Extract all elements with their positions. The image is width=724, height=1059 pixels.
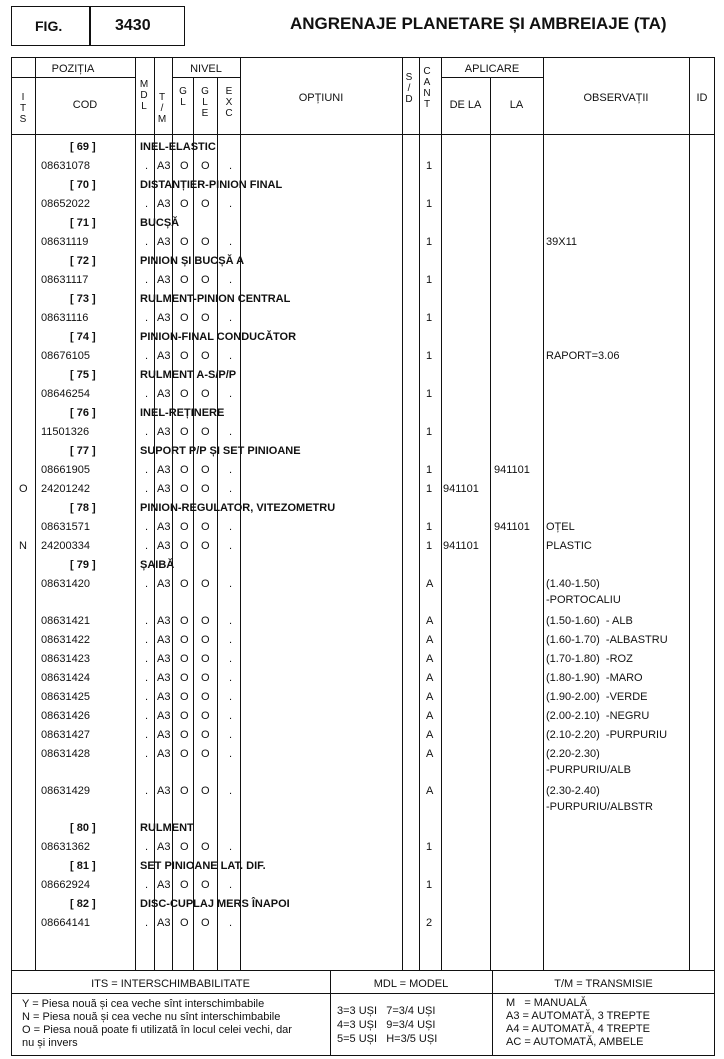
col-cant: C A N T (423, 66, 431, 110)
cant-value: 2 (426, 917, 433, 929)
legend-mdl-line: 5=5 UȘI H=3/5 UȘI (337, 1033, 438, 1045)
observatii-value: (1.60-1.70) -ALBASTRU (546, 634, 668, 646)
tm-value: A3 (157, 578, 171, 590)
position-name: RULMENT (140, 822, 194, 834)
col-tm: T / M (157, 92, 167, 125)
mdl-value: . (145, 388, 149, 400)
cant-value: A (426, 691, 434, 703)
mdl-value: . (145, 312, 149, 324)
mdl-value: . (145, 426, 149, 438)
gl-value: O (180, 198, 189, 210)
part-code: 08631571 (41, 521, 90, 533)
tm-value: A3 (157, 917, 171, 929)
exc-value: . (229, 521, 233, 533)
gl-value: O (180, 578, 189, 590)
exc-value: . (229, 672, 233, 684)
tm-value: A3 (157, 879, 171, 891)
tm-value: A3 (157, 426, 171, 438)
mdl-value: . (145, 917, 149, 929)
cant-value: 1 (426, 464, 433, 476)
tm-value: A3 (157, 198, 171, 210)
position-number: [ 76 ] (70, 407, 96, 419)
tm-value: A3 (157, 464, 171, 476)
observatii-value: OȚEL (546, 521, 575, 533)
position-name: DISC-CUPLAJ MERS ÎNAPOI (140, 898, 290, 910)
gl-value: O (180, 236, 189, 248)
cant-value: 1 (426, 540, 433, 552)
gle-value: O (201, 350, 210, 362)
cant-value: A (426, 672, 434, 684)
gle-value: O (201, 464, 210, 476)
part-code: 08631078 (41, 160, 90, 172)
position-number: [ 74 ] (70, 331, 96, 343)
position-number: [ 75 ] (70, 369, 96, 381)
gle-value: O (201, 312, 210, 324)
tm-value: A3 (157, 691, 171, 703)
tm-value: A3 (157, 841, 171, 853)
observatii-value: 39X11 (546, 236, 577, 248)
observatii-value: (2.20-2.30) (546, 748, 600, 760)
exc-value: . (229, 748, 233, 760)
legend-tm-line: A3 = AUTOMATĂ, 3 TREPTE (506, 1010, 650, 1022)
la-value: 941101 (494, 464, 530, 476)
position-number: [ 70 ] (70, 179, 96, 191)
part-code: 08631427 (41, 729, 90, 741)
position-number: [ 72 ] (70, 255, 96, 267)
gle-value: O (201, 729, 210, 741)
position-name: RULMENT A-S/P/P (140, 369, 237, 381)
exc-value: . (229, 312, 233, 324)
gle-value: O (201, 540, 210, 552)
la-value: 941101 (494, 521, 530, 533)
col-exc: E X C (225, 86, 233, 119)
gle-value: O (201, 483, 210, 495)
observatii-value: RAPORT=3.06 (546, 350, 620, 362)
gle-value: O (201, 388, 210, 400)
observatii-value: (1.80-1.90) -MARO (546, 672, 643, 684)
tm-value: A3 (157, 388, 171, 400)
tm-value: A3 (157, 540, 171, 552)
col-gle: G L E (201, 86, 209, 119)
gl-value: O (180, 274, 189, 286)
gl-value: O (180, 426, 189, 438)
position-number: [ 79 ] (70, 559, 96, 571)
mdl-value: . (145, 841, 149, 853)
part-code: 08631421 (41, 615, 90, 627)
gle-value: O (201, 521, 210, 533)
exc-value: . (229, 691, 233, 703)
cant-value: 1 (426, 160, 433, 172)
part-code: 08664141 (41, 917, 90, 929)
legend-its-line: N = Piesa nouă și cea veche nu sînt interschimbabile (22, 1011, 281, 1023)
part-code: 08676105 (41, 350, 90, 362)
mdl-value: . (145, 710, 149, 722)
legend-tm-title: T/M = TRANSMISIE (554, 978, 653, 990)
de-la-value: 941101 (443, 540, 479, 552)
position-number: [ 73 ] (70, 293, 96, 305)
mdl-value: . (145, 879, 149, 891)
mdl-value: . (145, 615, 149, 627)
mdl-value: . (145, 198, 149, 210)
part-code: 24201242 (41, 483, 90, 495)
gle-value: O (201, 841, 210, 853)
tm-value: A3 (157, 160, 171, 172)
observatii-value: (1.50-1.60) - ALB (546, 615, 633, 627)
col-nivel: NIVEL (190, 63, 222, 75)
tm-value: A3 (157, 483, 171, 495)
tm-value: A3 (157, 274, 171, 286)
part-code: 11501326 (41, 426, 90, 438)
position-name: DISTANȚIER-PINION FINAL (140, 179, 283, 191)
mdl-value: . (145, 274, 149, 286)
mdl-value: . (145, 634, 149, 646)
exc-value: . (229, 426, 233, 438)
legend-tm-line: M = MANUALĂ (506, 997, 587, 1009)
gl-value: O (180, 879, 189, 891)
mdl-value: . (145, 653, 149, 665)
gl-value: O (180, 672, 189, 684)
part-code: 08631423 (41, 653, 90, 665)
position-name: RULMENT-PINION CENTRAL (140, 293, 291, 305)
fig-label: FIG. (35, 18, 63, 34)
cant-value: 1 (426, 841, 433, 853)
exc-value: . (229, 615, 233, 627)
legend-mdl-title: MDL = MODEL (373, 978, 449, 990)
gle-value: O (201, 917, 210, 929)
observatii-value: (2.30-2.40) (546, 785, 600, 797)
cant-value: 1 (426, 521, 433, 533)
part-code: 08631425 (41, 691, 90, 703)
legend-its-line: O = Piesa nouă poate fi utilizată în locul celei vechi, dar (22, 1024, 292, 1036)
mdl-value: . (145, 464, 149, 476)
tm-value: A3 (157, 653, 171, 665)
legend-tm-line: A4 = AUTOMATĂ, 4 TREPTE (506, 1023, 650, 1035)
gle-value: O (201, 785, 210, 797)
position-number: [ 78 ] (70, 502, 96, 514)
gl-value: O (180, 785, 189, 797)
gl-value: O (180, 634, 189, 646)
tm-value: A3 (157, 748, 171, 760)
cant-value: A (426, 785, 434, 797)
mdl-value: . (145, 521, 149, 533)
gle-value: O (201, 691, 210, 703)
part-code: 08631426 (41, 710, 90, 722)
gl-value: O (180, 691, 189, 703)
exc-value: . (229, 236, 233, 248)
gle-value: O (201, 198, 210, 210)
legend-its-title: ITS = INTERSCHIMBABILITATE (91, 978, 250, 990)
gl-value: O (180, 841, 189, 853)
tm-value: A3 (157, 785, 171, 797)
de-la-value: 941101 (443, 483, 479, 495)
position-name: INEL-REȚINERE (140, 407, 225, 419)
cant-value: 1 (426, 350, 433, 362)
col-cod: COD (72, 99, 98, 111)
part-code: 08631424 (41, 672, 90, 684)
observatii-value: (2.00-2.10) -NEGRU (546, 710, 650, 722)
cant-value: 1 (426, 483, 433, 495)
position-number: [ 69 ] (70, 141, 96, 153)
exc-value: . (229, 483, 233, 495)
part-code: 08631362 (41, 841, 90, 853)
parts-table (11, 57, 715, 971)
gle-value: O (201, 160, 210, 172)
cant-value: A (426, 653, 434, 665)
observatii-value: -PURPURIU/ALB (546, 764, 631, 776)
position-name: PINION-FINAL CONDUCĂTOR (140, 331, 297, 343)
cant-value: A (426, 615, 434, 627)
exc-value: . (229, 578, 233, 590)
legend-its-line: Y = Piesa nouă și cea veche sînt interschimbabile (22, 998, 265, 1010)
exc-value: . (229, 198, 233, 210)
part-code: 08646254 (41, 388, 90, 400)
tm-value: A3 (157, 710, 171, 722)
exc-value: . (229, 917, 233, 929)
cant-value: A (426, 578, 434, 590)
exc-value: . (229, 653, 233, 665)
tm-value: A3 (157, 672, 171, 684)
gl-value: O (180, 653, 189, 665)
position-number: [ 71 ] (70, 217, 96, 229)
gle-value: O (201, 274, 210, 286)
part-code: 08631422 (41, 634, 90, 646)
gle-value: O (201, 615, 210, 627)
exc-value: . (229, 540, 233, 552)
col-optiuni: OPȚIUNI (298, 92, 344, 104)
position-name: SUPORT P/P ȘI SET PINIOANE (140, 445, 301, 457)
gle-value: O (201, 672, 210, 684)
gl-value: O (180, 917, 189, 929)
exc-value: . (229, 464, 233, 476)
gl-value: O (180, 710, 189, 722)
col-mdl: M D L (139, 79, 149, 112)
fig-number: 3430 (115, 17, 151, 34)
position-number: [ 80 ] (70, 822, 96, 834)
col-id: ID (696, 92, 708, 104)
exc-value: . (229, 274, 233, 286)
exc-value: . (229, 634, 233, 646)
mdl-value: . (145, 483, 149, 495)
col-aplicare: APLICARE (464, 63, 520, 75)
gl-value: O (180, 160, 189, 172)
exc-value: . (229, 350, 233, 362)
cant-value: 1 (426, 198, 433, 210)
mdl-value: . (145, 160, 149, 172)
part-code: 08652022 (41, 198, 90, 210)
observatii-value: (2.10-2.20) -PURPURIU (546, 729, 668, 741)
gl-value: O (180, 350, 189, 362)
mdl-value: . (145, 672, 149, 684)
legend-tm-line: AC = AUTOMATĂ, AMBELE (506, 1036, 644, 1048)
part-code: 08662924 (41, 879, 90, 891)
gle-value: O (201, 748, 210, 760)
legend-its-line: nu și invers (22, 1037, 78, 1049)
gle-value: O (201, 426, 210, 438)
cant-value: 1 (426, 388, 433, 400)
tm-value: A3 (157, 615, 171, 627)
col-la: LA (509, 99, 524, 111)
legend-mdl-line: 4=3 UȘI 9=3/4 UȘI (337, 1019, 436, 1031)
gle-value: O (201, 236, 210, 248)
mdl-value: . (145, 729, 149, 741)
its-value: O (19, 483, 28, 495)
observatii-value: (1.70-1.80) -ROZ (546, 653, 633, 665)
position-name: PINION-REGULATOR, VITEZOMETRU (140, 502, 336, 514)
position-number: [ 82 ] (70, 898, 96, 910)
gl-value: O (180, 312, 189, 324)
mdl-value: . (145, 578, 149, 590)
exc-value: . (229, 729, 233, 741)
cant-value: 1 (426, 879, 433, 891)
gl-value: O (180, 388, 189, 400)
tm-value: A3 (157, 350, 171, 362)
observatii-value: (1.40-1.50) (546, 578, 600, 590)
gl-value: O (180, 729, 189, 741)
mdl-value: . (145, 236, 149, 248)
cant-value: 1 (426, 426, 433, 438)
mdl-value: . (145, 785, 149, 797)
position-number: [ 81 ] (70, 860, 96, 872)
col-de-la: DE LA (449, 99, 482, 111)
col-observatii: OBSERVAȚII (583, 92, 649, 104)
mdl-value: . (145, 691, 149, 703)
cant-value: 1 (426, 236, 433, 248)
part-code: 08661905 (41, 464, 90, 476)
observatii-value: PLASTIC (546, 540, 592, 552)
position-name: ȘAIBĂ (140, 559, 175, 571)
part-code: 08631420 (41, 578, 90, 590)
part-code: 24200334 (41, 540, 90, 552)
position-name: SET PINIOANE LAT. DIF. (140, 860, 266, 872)
page-title: ANGRENAJE PLANETARE ȘI AMBREIAJE (TA) (290, 14, 667, 33)
mdl-value: . (145, 540, 149, 552)
col-gl: G L (179, 86, 187, 108)
cant-value: A (426, 729, 434, 741)
gl-value: O (180, 464, 189, 476)
observatii-value: (1.90-2.00) -VERDE (546, 691, 648, 703)
gle-value: O (201, 653, 210, 665)
tm-value: A3 (157, 521, 171, 533)
col-pozitia: POZIȚIA (51, 63, 95, 75)
tm-value: A3 (157, 312, 171, 324)
legend-mdl-line: 3=3 UȘI 7=3/4 UȘI (337, 1005, 436, 1017)
cant-value: A (426, 748, 434, 760)
col-its: I T S (19, 92, 27, 125)
tm-value: A3 (157, 729, 171, 741)
gl-value: O (180, 521, 189, 533)
position-number: [ 77 ] (70, 445, 96, 457)
exc-value: . (229, 841, 233, 853)
cant-value: A (426, 710, 434, 722)
gl-value: O (180, 615, 189, 627)
gl-value: O (180, 748, 189, 760)
part-code: 08631116 (41, 312, 89, 324)
exc-value: . (229, 785, 233, 797)
gle-value: O (201, 710, 210, 722)
position-name: PINION ȘI BUCȘĂ A (140, 255, 245, 267)
cant-value: A (426, 634, 434, 646)
tm-value: A3 (157, 236, 171, 248)
exc-value: . (229, 710, 233, 722)
mdl-value: . (145, 748, 149, 760)
col-sd: S / D (405, 72, 413, 105)
part-code: 08631428 (41, 748, 90, 760)
gl-value: O (180, 540, 189, 552)
its-value: N (19, 540, 27, 552)
observatii-value: -PURPURIU/ALBSTR (546, 801, 653, 813)
exc-value: . (229, 879, 233, 891)
exc-value: . (229, 160, 233, 172)
gle-value: O (201, 879, 210, 891)
position-name: INEL-ELASTIC (140, 141, 216, 153)
tm-value: A3 (157, 634, 171, 646)
gl-value: O (180, 483, 189, 495)
observatii-value: -PORTOCALIU (546, 594, 621, 606)
gle-value: O (201, 634, 210, 646)
cant-value: 1 (426, 274, 433, 286)
mdl-value: . (145, 350, 149, 362)
position-name: BUCȘĂ (140, 217, 180, 229)
gle-value: O (201, 578, 210, 590)
exc-value: . (229, 388, 233, 400)
cant-value: 1 (426, 312, 433, 324)
part-code: 08631117 (41, 274, 89, 286)
part-code: 08631119 (41, 236, 89, 248)
part-code: 08631429 (41, 785, 90, 797)
